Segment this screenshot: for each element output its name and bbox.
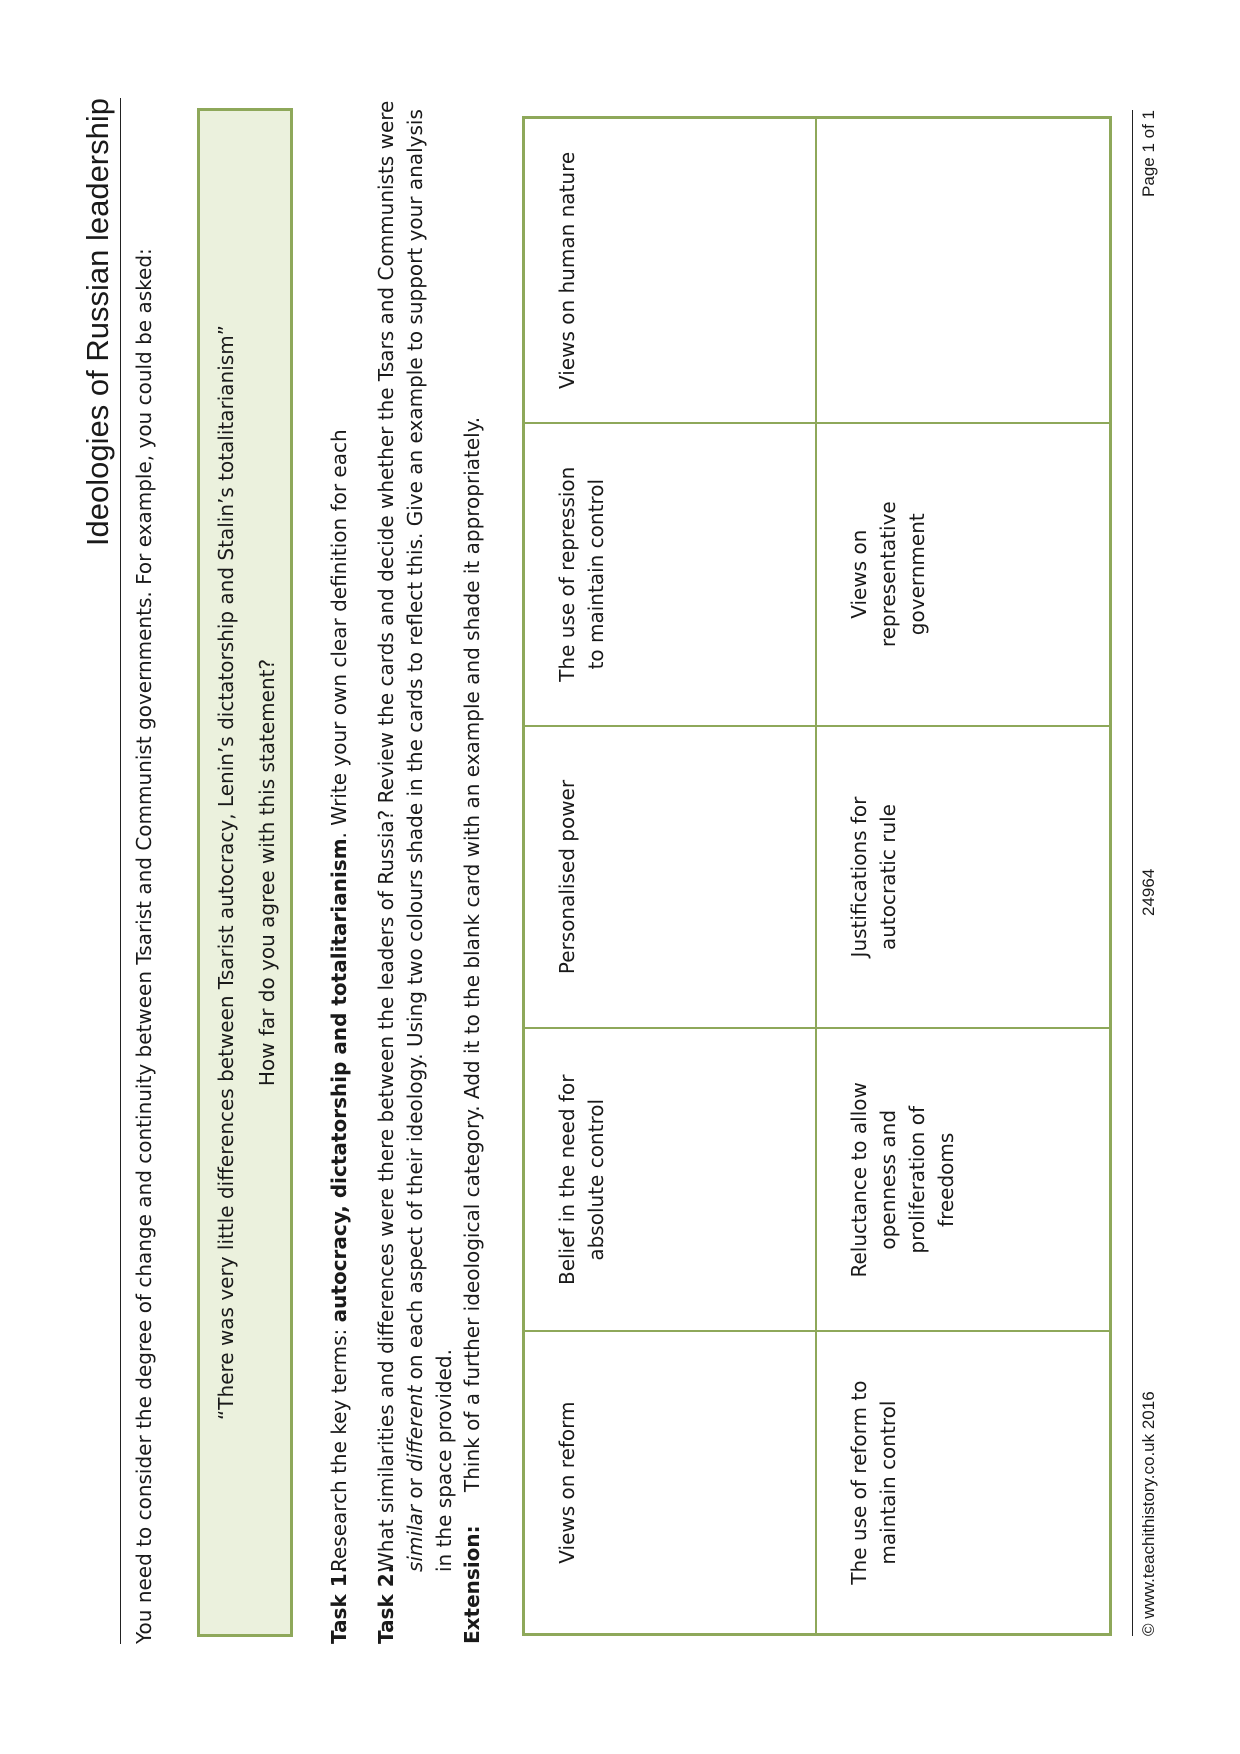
task-2-similar: similar (403, 1504, 427, 1572)
page-footer (1132, 110, 1159, 1636)
task-1-key-terms: autocracy, dictatorship and totalitarianism (327, 838, 351, 1323)
task-2 (372, 100, 462, 1644)
card-repression: The use of repression to maintain control (525, 422, 817, 725)
task-1 (325, 104, 355, 1644)
task-1-label: Task 1. (327, 1565, 351, 1644)
task-2-label: Task 2. (374, 1565, 398, 1644)
extension-label: Extension: (460, 1525, 484, 1644)
ideology-cards-grid (522, 116, 1112, 1636)
card-representative-government: Views on representative government (817, 422, 1109, 725)
card-openness-freedoms: Reluctance to allow openness and proliferation of freedoms (817, 1027, 1109, 1330)
card-justifications: Justifications for autocratic rule (817, 725, 1109, 1028)
card-personalised-power: Personalised power (525, 725, 817, 1028)
task-2-part-2: on each aspect of their ideology. Using two colours shade in the cards to reflect this. Give an example to support your analysis in the space provided. (403, 109, 456, 1572)
extension-text: Think of a further ideological category. Add it to the blank card with an example and shade it appropriately. (460, 416, 484, 1492)
task-1-instruction: . Write your own clear definition for each (327, 429, 351, 839)
footer-page-number: Page 1 of 1 (1139, 110, 1158, 197)
task-2-or: or (403, 1471, 427, 1505)
task-1-intro: Research the key terms: (327, 1322, 351, 1572)
card-absolute-control: Belief in the need for absolute control (525, 1027, 817, 1330)
card-blank (817, 119, 1109, 422)
card-human-nature: Views on human nature (525, 119, 817, 422)
card-views-on-reform: Views on reform (525, 1330, 817, 1633)
extension-task (458, 104, 488, 1644)
task-2-text (372, 97, 459, 1572)
intro-text: You need to consider the degree of change and continuity between Tsarist and Communist governments. For example, you could be asked: (132, 248, 156, 1644)
quote-statement: “There was very little differences between Tsarist autocracy, Lenin’s dictatorship and Stalin’s totalitarianism” (214, 324, 238, 1421)
quote-box (197, 108, 293, 1637)
task-1-text (325, 172, 354, 1572)
task-2-part-1: What similarities and differences were there between the leaders of Russia? Review the cards and decide whether the Tsars and Communists were (374, 100, 398, 1572)
page-title: Ideologies of Russian leadership (80, 98, 121, 1644)
task-2-different: different (403, 1385, 427, 1472)
quote-question: How far do you agree with this statement? (255, 658, 279, 1087)
footer-code: 24964 (1139, 868, 1158, 916)
footer-copyright: © www.teachithistory.co.uk 2016 (1139, 1391, 1158, 1636)
card-reform-control: The use of reform to maintain control (817, 1330, 1109, 1633)
